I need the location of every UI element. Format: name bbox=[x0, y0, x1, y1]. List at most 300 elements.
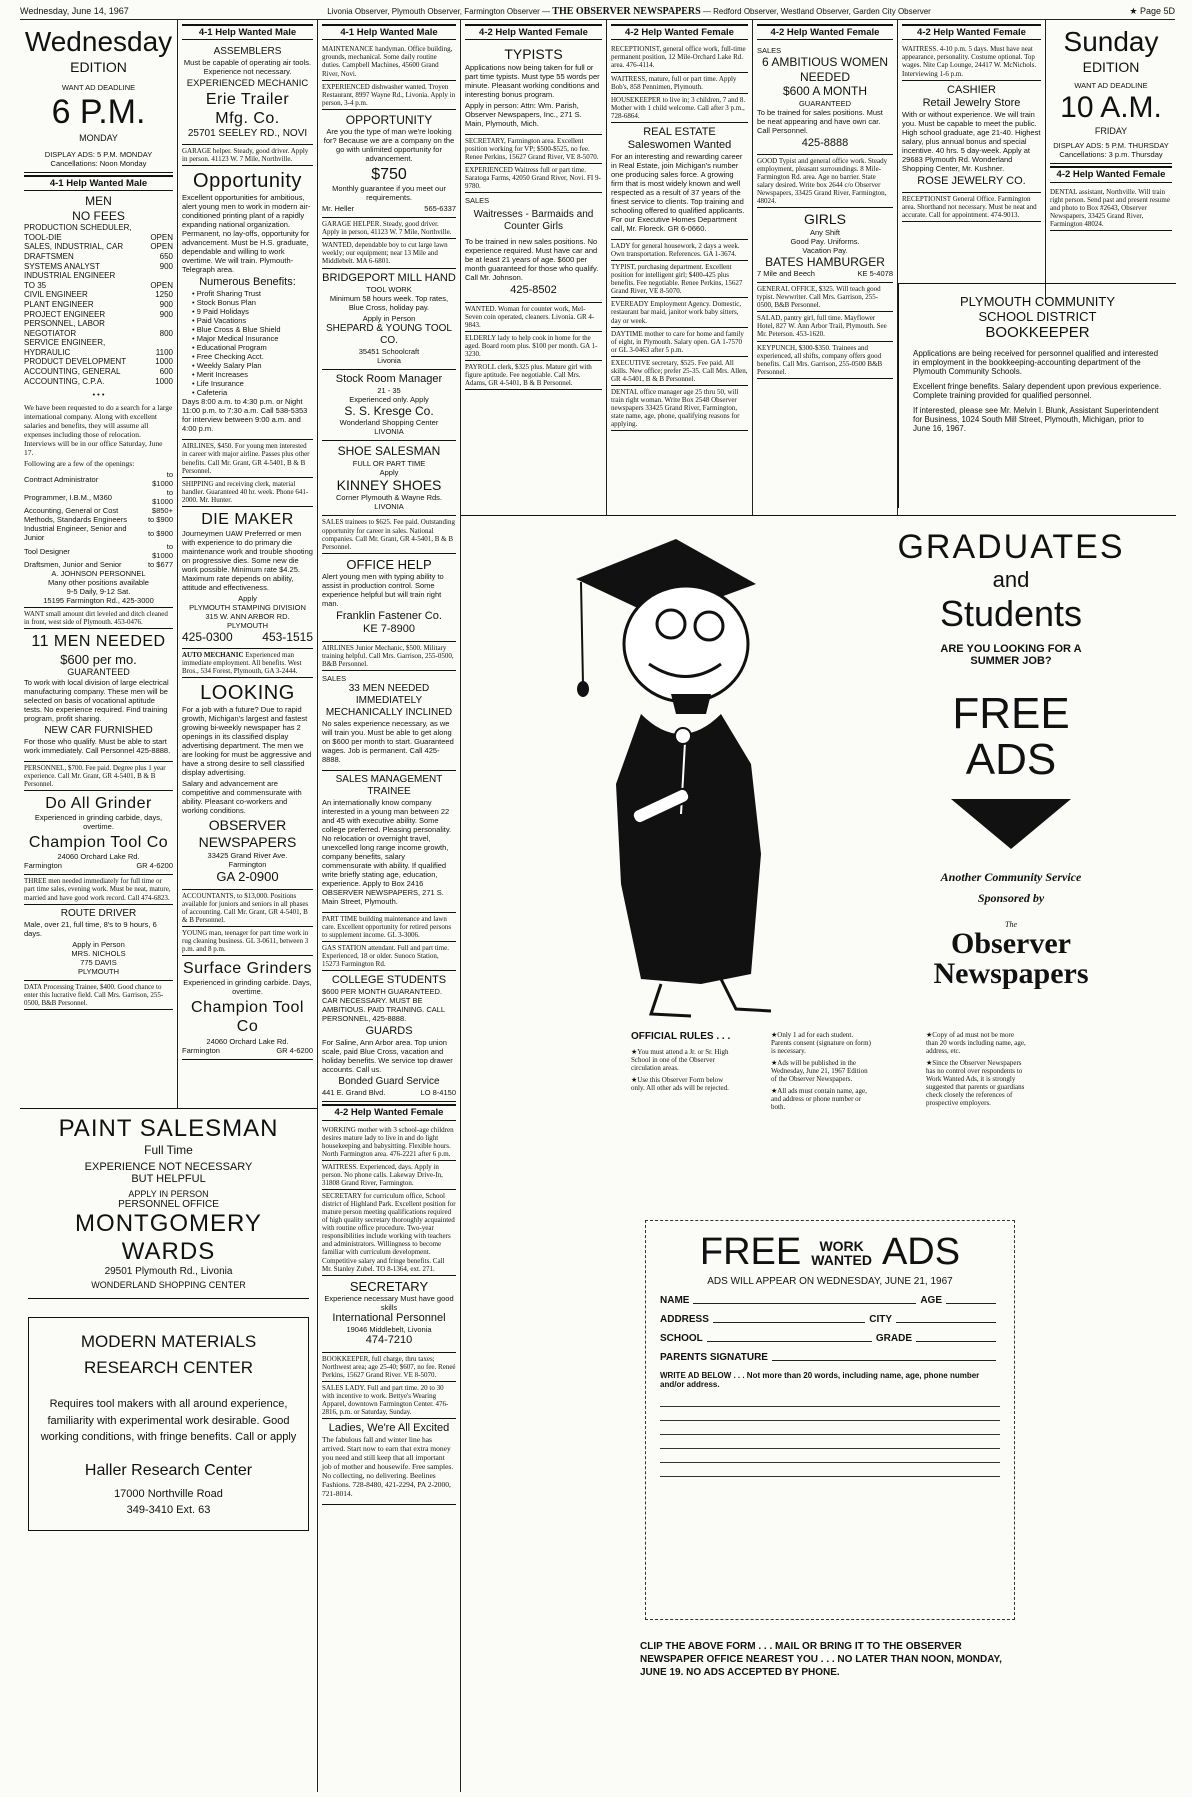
ad-lines[interactable] bbox=[660, 1393, 1000, 1477]
classified-ad: PAYROLL clerk, $325 plus. Mature girl with figure aptitude. Fee negotiable. Call Mrs. Adams, GR 4-5401, B & B Personnel. bbox=[465, 361, 602, 390]
route-address: 775 DAVIS bbox=[80, 957, 117, 967]
guards-title: GUARDS bbox=[365, 1025, 413, 1038]
grade-field[interactable] bbox=[916, 1332, 996, 1342]
classified-ad: RECEPTIONIST General Office. Farmington area. Shorthand not necessary. Must be neat and accurate. Call for appointment. 474-9013. bbox=[902, 193, 1041, 222]
promo-graduates: GRADUATES bbox=[897, 528, 1125, 566]
classified-ad: DENTAL office manager age 25 thru 50, will train right woman. Write Box 2548 Observer newspapers 33425 Grand River, Farmington, state name, age, phone, qualifying reasons for applying. bbox=[611, 386, 748, 431]
masthead bbox=[20, 6, 1175, 20]
job-title: DRAFTSMEN bbox=[24, 251, 74, 261]
job-salary: 600 bbox=[159, 367, 173, 377]
plymouth-title-2: SCHOOL DISTRICT bbox=[978, 309, 1097, 324]
ad-line[interactable] bbox=[660, 1449, 1000, 1463]
bridgeport-body: Minimum 58 hours week. Top rates, Blue Cross, holiday pay. bbox=[329, 293, 449, 312]
list-item: • Merit Increases bbox=[192, 370, 248, 380]
form-free: FREE bbox=[699, 1231, 802, 1273]
ambitious-title: 6 AMBITIOUS WOMEN NEEDED bbox=[761, 55, 888, 84]
opportunity-hours: Days 8:00 a.m. to 4:30 p.m. or Night 11:00 p.m. to 7:30 a.m. Call 538-5353 for interview between 9:00 a.m. and 4:00 p.m. bbox=[182, 397, 308, 434]
shoe-title: SHOE SALESMAN bbox=[337, 444, 441, 459]
cashier-sub: Retail Jewelry Store bbox=[922, 96, 1021, 109]
grinder-ad bbox=[24, 791, 173, 875]
plymouth-p3: If interested, please see Mr. Melvin I. Blunk, Assistant Superintendent for Business, 1024 South Mill Street, Plymouth, Michigan, prior to June 16, 1967. bbox=[913, 406, 1159, 433]
opp-phone: 565-6337 bbox=[424, 204, 456, 214]
bates-title: BATES HAMBURGER bbox=[765, 254, 885, 269]
table-row bbox=[24, 300, 173, 310]
job-title: TO 35 bbox=[24, 280, 47, 290]
opportunity-title: Opportunity bbox=[193, 170, 302, 193]
champion-title: Champion Tool Co bbox=[28, 834, 169, 852]
realestate-body: For an interesting and rewarding career in Real Estate, join Michigan's number one producing sales force. A growing firm that is most widely known and well respected as a result of 37 years of the finest service to clients. Top training and schooling offered to qualified applicants. For our Executive Homes Department call, Mr. Floreck. GR 6-0660. bbox=[611, 152, 745, 234]
column-4 bbox=[461, 20, 607, 520]
classified-ad: WAITRESS. 4-10 p.m. 5 days. Must have neat appearance, personality. Costume optional. Top wages. Nite Cap Lounge, 24417 W. McNichols. Interviewing 1-6 p.m. bbox=[902, 43, 1041, 80]
classified-ad: TYPIST, purchasing department. Excellent position for intelligent girl; $400-425 plus benefits. Fee negotiable. Renee Perkins, 15627 Grand River, VE 8-5070. bbox=[611, 261, 748, 298]
job-salary: to $1000 bbox=[152, 542, 173, 561]
parents-field[interactable] bbox=[772, 1351, 996, 1361]
list-item: • Blue Cross & Blue Shield bbox=[192, 325, 281, 335]
intl-address: 19046 Middlebelt, Livonia bbox=[346, 1325, 432, 1335]
realestate-sub: Saleswomen Wanted bbox=[627, 138, 732, 151]
job-title: Accounting, General or Cost bbox=[24, 506, 119, 516]
grinder-title: Do All Grinder bbox=[45, 795, 152, 813]
erie-sub: Mfg. Co. bbox=[215, 109, 280, 127]
auto-title: AUTO MECHANIC bbox=[182, 651, 244, 660]
classified-ad: LADY for general housework, 2 days a week. Own transportation. References. GA 1-3674. bbox=[611, 240, 748, 261]
masthead-date: Wednesday, June 14, 1967 bbox=[20, 6, 129, 16]
grade-label: GRADE bbox=[875, 1333, 912, 1344]
paint-apply: APPLY IN PERSON bbox=[128, 1189, 209, 1199]
office-body: Alert young men with typing ability to assist in production control. Some experience helpful but will train right man. bbox=[322, 572, 444, 609]
rule-1: ★You must attend a Jr. or Sr. High School in one of the Observer circulation areas. bbox=[631, 1048, 729, 1072]
table-row bbox=[24, 242, 173, 252]
montgomery-wards: MONTGOMERY WARDS bbox=[75, 1210, 262, 1265]
job-title: Draftsmen, Junior and Senior bbox=[24, 560, 122, 570]
wednesday-edition-box bbox=[24, 22, 173, 173]
section-header: 4-1 Help Wanted Male bbox=[322, 24, 456, 40]
graduate-cartoon bbox=[521, 524, 821, 1024]
bridgeport-sub: TOOL WORK bbox=[366, 284, 412, 294]
cashier-body: With or without experience. We will train you. Must be capable to meet the public. High school graduate, age 21-40. Highest salary, plus annual bonus and special incentive. 40 hrs. 5 day-week. Apply at 29683 Plymouth Rd. Wonderland Shopping Center, Mr. Kushner. bbox=[902, 109, 1041, 173]
table-row bbox=[24, 310, 173, 320]
table-row bbox=[24, 262, 173, 272]
list-item: • Stock Bonus Plan bbox=[192, 298, 256, 308]
kresge-exp: Experienced only. Apply bbox=[349, 394, 429, 404]
job-title: SYSTEMS ANALYST bbox=[24, 261, 100, 271]
table-row bbox=[24, 488, 173, 506]
girls-ad bbox=[757, 208, 893, 283]
job-salary: to $900 bbox=[147, 528, 173, 538]
paint-helpful: BUT HELPFUL bbox=[131, 1173, 206, 1185]
classified-ad: YOUNG man, teenager for part time work in rug cleaning business. GL 3-0611, between 3 p.m. and 8 p.m. bbox=[182, 927, 313, 956]
observer-city: Farmington bbox=[228, 860, 267, 870]
sunday-cancel: Cancellations: 3 p.m. Thursday bbox=[1059, 150, 1163, 160]
classified-ad: WORKING mother with 3 school-age children desires mature lady to live in and do light housekeeping and babysitting. Flexible hours. North Farmington area. 476-2221 after 6 p.m. bbox=[322, 1124, 456, 1161]
paint-fulltime: Full Time bbox=[144, 1143, 193, 1157]
champion-address: 24060 Orchard Lake Rd. bbox=[206, 1036, 289, 1046]
promo-headline bbox=[881, 528, 1141, 989]
table-row bbox=[24, 515, 173, 524]
bridgeport-city: Livonia bbox=[377, 355, 401, 365]
kresge-ad bbox=[322, 370, 456, 442]
classified-ad: SECRETARY, Farmington area. Excellent position working for VP; $500-$525, no fee. Renee Perkins, 15627 Grand River, VE 8-5070. bbox=[465, 135, 602, 164]
waitresses-ad bbox=[465, 193, 602, 302]
job-salary bbox=[147, 319, 173, 329]
classified-ad: SALES LADY. Full and part time. 20 to 30 with incentive to work. Bettye's Wearing Apparel, downtown Farmington Center. 476-2816, p.m. or Saturday, Sunday. bbox=[322, 1382, 456, 1419]
list-item: • Profit Sharing Trust bbox=[192, 289, 261, 299]
list-item: • Free Checking Acct. bbox=[192, 352, 264, 362]
benefits-title: Numerous Benefits: bbox=[199, 276, 296, 289]
masthead-title: THE OBSERVER NEWSPAPERS bbox=[552, 6, 701, 17]
bates-phone: KE 5-4078 bbox=[857, 269, 893, 279]
waitress-phone: 425-8502 bbox=[510, 284, 557, 297]
list-item: • Life Insurance bbox=[192, 379, 244, 389]
opportunity-body: Excellent opportunities for ambitious, alert young men to work in modern air-conditioned printing plant of a rapidly expanding national organization. Permanent, no lay-offs, opportunity for advancement. Must be H.S. graduate, dependable and willing to work overtime. We will train. Plymouth-Telegraph area. bbox=[182, 193, 311, 275]
job-salary: 900 bbox=[159, 299, 173, 309]
job-title: TOOL-DIE bbox=[24, 232, 62, 242]
assemblers-body: Must be capable of operating air tools. Experience not necessary. bbox=[183, 58, 312, 77]
rules-col-2 bbox=[771, 1031, 871, 1111]
age-label: AGE bbox=[920, 1295, 942, 1306]
mm-title-2: RESEARCH CENTER bbox=[83, 1358, 254, 1377]
paint-salesman-ad bbox=[28, 1115, 309, 1299]
shoe-sub: FULL OR PART TIME bbox=[352, 458, 426, 468]
job-salary: 650 bbox=[159, 251, 173, 261]
classified-ad: WANTED. Woman for counter work, Mel-Seven coin operated, cleaners. Livonia. GR 4-9843. bbox=[465, 303, 602, 332]
classified-ad: KEYPUNCH, $300-$350. Trainees and experienced, all shifts, company offers good benefits. Call Mrs. Garrison, 255-0500 B&B Personnel. bbox=[757, 342, 893, 379]
classified-ad: ACCOUNTANTS, to $13,000. Positions available for juniors and seniors in all phases of accounting. Call Mr. Grant, GR 4-5401, B & B Personnel. bbox=[182, 890, 313, 927]
benefits-list bbox=[182, 289, 313, 397]
champion-phone: GR 4-6200 bbox=[276, 1045, 313, 1055]
looking-body: For a job with a future? Due to rapid growth, Michigan's largest and fastest growing bi-weekly newspaper has 2 openings in its classified display advertising department. The men we are looking for must be aggressive and have a strong desire to sell classified display advertising. bbox=[182, 705, 312, 778]
classified-ad: GAS STATION attendant. Full and part time. Experienced, 18 or older. Sunoco Station, 15273 Farmington Rd. bbox=[322, 942, 456, 971]
ambitious-pay: $600 A MONTH bbox=[782, 84, 868, 99]
classified-ad: GOOD Typist and general office work. Steady employment, pleasant surroundings. 8 Mile-Farmington Rd. area. Age no barrier. State salary desired. Write box 2644 c/o Observer Newspapers, 33425 Grand River, Farmington, 48024. bbox=[757, 155, 893, 208]
list-item: • Paid Vacations bbox=[192, 316, 247, 326]
eleven-men-ad bbox=[24, 629, 173, 762]
kresge-title: Stock Room Manager bbox=[335, 372, 443, 385]
classified-ad: GARAGE helper. Steady, good driver. Apply in person. 41123 W. 7 Mile, Northville. bbox=[182, 145, 313, 166]
plymouth-p2: Excellent fringe benefits. Salary dependent upon previous experience. Complete training provided for qualified personnel. bbox=[913, 382, 1162, 400]
ambitious-phone: 425-8888 bbox=[801, 136, 849, 149]
classified-ad: RECEPTIONIST, general office work, full-time permanent position, 12 Mile-Orchard Lake Rd. area. 476-4114. bbox=[611, 43, 748, 72]
route-city: PLYMOUTH bbox=[77, 966, 120, 976]
job-title: CIVIL ENGINEER bbox=[24, 290, 88, 300]
sales33-title: 33 MEN NEEDED IMMEDIATELY MECHANICALLY INCLINED bbox=[325, 682, 453, 718]
promo-sponsored: Sponsored by bbox=[977, 891, 1045, 906]
johnson-following: Following are a few of the openings: bbox=[24, 459, 135, 469]
table-row bbox=[24, 367, 173, 377]
mm-body: Requires tool makers with all around experience, familiarity with experimental work desirable. Good working conditions, with fringe benefits. Call or apply bbox=[40, 1398, 297, 1443]
job-salary: to $677 bbox=[147, 560, 173, 570]
rule-4: ★Ads will be published in the Wednesday, June 21, 1967 Edition of the Observer Newspapers. bbox=[771, 1059, 868, 1083]
job-salary: OPEN bbox=[150, 242, 173, 252]
rule-7: ★Since the Observer Newspapers has no control over respondents to Work Wanted Ads, it is strongly suggested that parents or guardians check closely the references of prospective employers. bbox=[926, 1059, 1025, 1107]
johnson-jobs-table bbox=[24, 470, 173, 569]
classified-ad: WAITRESS, mature, full or part time. Apply Bob's, 858 Pennimen, Plymouth. bbox=[611, 73, 748, 94]
paint-office: PERSONNEL OFFICE bbox=[118, 1199, 219, 1210]
men-title: MEN bbox=[85, 194, 112, 209]
name-label: NAME bbox=[660, 1295, 690, 1306]
opp-pay-sub: Monthly guarantee if you meet our requirements. bbox=[332, 184, 446, 203]
shoe-company: KINNEY SHOES bbox=[336, 476, 442, 493]
column-8 bbox=[1046, 20, 1176, 300]
cashier-title: CASHIER bbox=[947, 83, 996, 96]
erie-title: Erie Trailer bbox=[205, 90, 290, 108]
ad-line[interactable] bbox=[660, 1463, 1000, 1477]
section-header: 4-2 Help Wanted Female bbox=[611, 24, 748, 40]
girls-body-3: Vacation Pay. bbox=[802, 245, 848, 255]
list-item: • 9 Paid Holidays bbox=[192, 307, 249, 317]
girls-body-1: Any Shift bbox=[809, 227, 840, 237]
name-field[interactable] bbox=[693, 1294, 916, 1304]
classified-ad: PERSONNEL, $700. Fee paid. Degree plus 1 year experience. Call Mr. Grant, GR 4-5401, B & B Personnel. bbox=[24, 762, 173, 791]
grinder-body: Experienced in grinding carbide, days, overtime. bbox=[34, 813, 163, 832]
job-salary: to $1000 bbox=[152, 488, 173, 507]
paint-title: PAINT SALESMAN bbox=[58, 1115, 279, 1142]
observer-address: 33425 Grand River Ave. bbox=[207, 851, 288, 861]
looking-body-2: Salary and advancement are competitive and commensurate with ability. Pleasant co-workers and working conditions. bbox=[182, 779, 302, 816]
realestate-title: REAL ESTATE bbox=[643, 125, 716, 138]
down-arrow-icon bbox=[951, 799, 1071, 849]
montgomery-address: 29501 Plymouth Rd., Livonia bbox=[104, 1266, 233, 1277]
column-5 bbox=[607, 20, 753, 520]
table-row bbox=[24, 560, 173, 569]
johnson-name: A. JOHNSON PERSONNEL bbox=[51, 569, 146, 579]
bridgeport-ad bbox=[322, 269, 456, 370]
real-estate-ad bbox=[611, 123, 748, 240]
eleven-men-body: To work with local division of large electrical manufacturing company. These men will be selected on basis of vocational aptitude tests. No experience required. Find training program, profit sharing. bbox=[24, 677, 169, 723]
list-item: • Weekly Salary Plan bbox=[192, 361, 262, 371]
office-company: Franklin Fastener Co. bbox=[336, 610, 442, 623]
kresge-age: 21 - 35 bbox=[377, 385, 401, 395]
shoe-apply: Apply bbox=[379, 467, 399, 477]
assemblers-title: ASSEMBLERS bbox=[213, 46, 282, 58]
rule-5: ★All ads must contain name, age, and address or phone number or both. bbox=[771, 1087, 867, 1111]
college-title: COLLEGE STUDENTS bbox=[331, 974, 447, 987]
ambitious-body: To be trained for sales positions. Must be neat appearing and have own car. Call Personnel. bbox=[757, 107, 883, 135]
sales33-body: No sales experience necessary, as we will train you. Must be able to get along on $600 per month to start. Guaranteed wages. Job is permanent. Call 425-8888. bbox=[322, 718, 454, 764]
guards-body: For Saline, Ann Arbor area. Top union scale, paid Blue Cross, vacation and holiday benefits. We service top drawer accounts. Call us. bbox=[322, 1038, 453, 1075]
classified-ad: GARAGE HELPER. Steady, good driver. Apply in person, 41123 W. 7 Mile, Northville. bbox=[322, 218, 456, 239]
deadline-label: WANT AD DEADLINE bbox=[61, 83, 136, 93]
age-field[interactable] bbox=[946, 1294, 996, 1304]
address-field-row bbox=[660, 1313, 1000, 1325]
ladies-body: The fabulous fall and winter line has arrived. Start now to earn that extra money you need and still keep that all important job of mother and housewife. Free samples. No collecting, no delivering. Beelines Fashions. 728-8480, 421-2294, PA 2-2000, 721-8014. bbox=[322, 1435, 454, 1499]
section-header: 4-2 Help Wanted Female bbox=[1050, 166, 1172, 182]
erie-address: 25701 SEELEY RD., NOVI bbox=[187, 128, 308, 140]
city-field[interactable] bbox=[896, 1313, 996, 1323]
table-row bbox=[24, 281, 173, 291]
die-city: PLYMOUTH bbox=[226, 620, 269, 630]
column-6 bbox=[753, 20, 898, 520]
job-title: SERVICE ENGINEER, bbox=[24, 338, 106, 348]
wednesday-title: Wednesday bbox=[24, 26, 173, 57]
typists-apply: Apply in person: Attn: Wm. Parish, Observer Newspapers, Inc., 271 S. Main, Plymouth, Mich. bbox=[465, 101, 582, 129]
mm-address: 17000 Northville Road bbox=[114, 1487, 223, 1500]
mm-company: Haller Research Center bbox=[84, 1461, 253, 1479]
classified-ad: THREE men needed immediately for full time or part time sales, evening work. Must be neat, mature, married and have good work record. Call 474-6823. bbox=[24, 875, 173, 904]
table-row bbox=[24, 506, 173, 515]
school-field[interactable] bbox=[707, 1332, 872, 1342]
secretary-body: Experience necessary Must have good skills bbox=[324, 1294, 454, 1313]
promo-free: FREE bbox=[952, 689, 1070, 738]
parents-label: PARENTS SIGNATURE bbox=[660, 1352, 768, 1363]
cashier-ad bbox=[902, 81, 1041, 194]
secretary-ad bbox=[322, 1276, 456, 1353]
sales-label: SALES bbox=[322, 673, 347, 683]
sales-label: SALES bbox=[757, 46, 782, 56]
bridgeport-company: SHEPARD & YOUNG TOOL CO. bbox=[326, 322, 452, 346]
kresge-address: Wonderland Shopping Center bbox=[339, 418, 439, 428]
work-wanted-form bbox=[645, 1220, 1015, 1620]
sunday-edition: EDITION bbox=[1082, 58, 1140, 75]
route-apply: Apply in Person bbox=[72, 939, 125, 949]
ad-line[interactable] bbox=[660, 1407, 1000, 1421]
job-salary: to $1000 bbox=[152, 470, 173, 489]
job-salary: 900 bbox=[159, 309, 173, 319]
table-row bbox=[24, 470, 173, 488]
college-students-ad bbox=[322, 971, 456, 1102]
johnson-address: 15195 Farmington Rd., 425-3000 bbox=[24, 596, 173, 608]
job-title: PLANT ENGINEER bbox=[24, 299, 94, 309]
job-title: ACCOUNTING, C.P.A. bbox=[24, 376, 105, 386]
classified-ad: SHIPPING and receiving clerk, material handler. Guaranteed 40 hr. week. Phone 641-2000. Mr. Hunter. bbox=[182, 478, 313, 507]
die-maker-body: Journeymen UAW Preferred or men with experience to do primary die maintenance work and trouble shooting on progressive dies. Some new die work possible. Minimum rate $4.25. Maximum rate depends on ability, attitude and effectiveness. bbox=[182, 528, 313, 592]
auto-mechanic-ad bbox=[182, 649, 313, 678]
column-7 bbox=[898, 20, 1046, 300]
list-item: • Cafeteria bbox=[192, 388, 228, 398]
promo-service: Another Community Service bbox=[940, 870, 1082, 885]
eleven-men-title: 11 MEN NEEDED bbox=[31, 633, 166, 651]
job-salary: 900 bbox=[159, 261, 173, 271]
eleven-men-pay: $600 per mo. bbox=[60, 651, 137, 667]
auto-body: Experienced man immediate employment. All benefits. West Bros., 534 Forest, Plymouth, GA 3-2444. bbox=[182, 651, 302, 676]
surface-title: Surface Grinders bbox=[183, 960, 312, 977]
bottom-left-display-ads bbox=[20, 1108, 318, 1792]
die-phone-2: 453-1515 bbox=[262, 629, 313, 644]
table-row bbox=[24, 524, 173, 542]
name-field-row bbox=[660, 1294, 1000, 1306]
city-label: CITY bbox=[869, 1314, 892, 1325]
job-salary: OPEN bbox=[150, 232, 173, 242]
job-title: PRODUCT DEVELOPMENT bbox=[24, 357, 127, 367]
edition-label: EDITION bbox=[70, 58, 127, 75]
waitress-title: Waitresses - Barmaids and Counter Girls bbox=[473, 209, 594, 233]
table-row bbox=[24, 252, 173, 262]
parents-field-row bbox=[660, 1351, 1000, 1363]
table-row bbox=[24, 348, 173, 358]
sunday-day: FRIDAY bbox=[1094, 126, 1128, 137]
classified-ad: GENERAL OFFICE, $325. Will teach good typist. Newwriter. Call Mrs. Garrison, 255-0500, B&B Personnel. bbox=[757, 283, 893, 312]
ad-line[interactable] bbox=[660, 1421, 1000, 1435]
logo-newspapers: Newspapers bbox=[933, 957, 1089, 990]
champion-title: Champion Tool Co bbox=[191, 999, 304, 1036]
job-title: PROJECT ENGINEER bbox=[24, 309, 106, 319]
table-row bbox=[24, 377, 173, 387]
section-header: 4-1 Help Wanted Male bbox=[182, 24, 313, 40]
address-field[interactable] bbox=[713, 1313, 865, 1323]
column-1: Wednesday EDITION WANT AD DEADLINE 6 P.M. MONDAY DISPLAY ADS: 5 P.M. MONDAY Cancellations: Noon Monday 4-1 Help Wanted Male MEN NO FEES PRODUCTION SCHEDULER, TOOL-DIE OPEN SALES, INDUSTRIAL, CAR OPEN DRAFTSMEN 650 SYSTEMS ANALYST 900 INDUSTRIAL ENGINEER TO 35 OPEN CIVIL ENGINEER 1250 PLANT ENGINEER 900 PROJECT ENGINEER 900 PERSONNEL, LABOR NEGOTIATOR 800 SERVICE ENGINEER, HYDRAULIC 1100 PRODUCT DEVELOPMENT 1000 ACCOUNTING, GENERAL 600 ACCOUNTING, C.P.A. 1000 • • • We have been requested to do a search for a large international company. Along with excellent salaries and benefits, they will assume all expenses including those of relocation. Interviews will be in our office Saturday, June 17. Following are a few of the openings: Contract Administrator to $1000 Programmer, I.B.M., M360 to $1000 Accounting, General or Cost $850+ Methods, Standards Engineers to $900 Industrial Engineer, Senior and Junior to $900 Tool Designer to $1000 Draftsmen, Junior and Senior to $677 A. JOHNSON PERSONNEL Many other positions available 9-5 Daily, 9-12 Sat. 15195 Farmington Rd., 425-3000 WANT small amount dirt leveled and ditch cleaned in front, west side of Plymouth. 453-0476. 11 MEN NEEDED $600 per mo. GUARANTEED To work with local division of large electrical manufacturing company. These men will be selected on basis of vocational aptitude tests. No experience required. Find training program, profit sharing. NEW CAR FURNISHED For those who qualify. Must be able to start work immediately. Call Personnel 425-8888. PERSONNEL, $700. Fee paid. Degree plus 1 year experience. Call Mr. Grant, GR 4-5401, B & B Personnel. Do All Grinder Experienced in grinding carbide, days, overtime. Champion Tool Co 24060 Orchard Lake Rd. Farmington GR 4-6200 THREE men needed immediately for full time or part time sales, evening work. Must be neat, mature, married and have good work record. Call 474-6823. ROUTE DRIVER Male, over 21, full time, 8's to 9 hours, 6 days. Apply in Person MRS. NICHOLS 775 DAVIS PLYMOUTH DATA Processing Trainee, $400. Good chance to enter this lucrative field. Call Mrs. Garrison, 255-0500, B&B Personnel. bbox=[20, 20, 178, 1792]
die-maker-title: DIE MAKER bbox=[201, 510, 294, 528]
kresge-city: LIVONIA bbox=[374, 427, 404, 437]
sunday-edition-box bbox=[1050, 22, 1172, 164]
promo-and: and bbox=[992, 567, 1030, 592]
ad-line[interactable] bbox=[660, 1393, 1000, 1407]
girls-title: GIRLS bbox=[803, 211, 846, 228]
plymouth-title-1: PLYMOUTH COMMUNITY bbox=[959, 294, 1116, 309]
classified-ad: EXPERIENCED Waitress full or part time. Saratoga Farms, 42050 Grand River, Novi. FI 9-9780. bbox=[465, 164, 602, 193]
rule-6: ★Copy of ad must not be more than 20 words including name, age, address, etc. bbox=[926, 1031, 1026, 1055]
shoe-salesman-ad bbox=[322, 441, 456, 516]
masthead-center: Livonia Observer, Plymouth Observer, Farmington Observer — THE OBSERVER NEWSPAPERS — Redford Observer, Westland Observer, Garden City Observer bbox=[327, 6, 931, 17]
job-title: Tool Designer bbox=[24, 546, 70, 556]
bridgeport-apply: Apply in Person bbox=[362, 313, 416, 323]
form-work: WORK bbox=[819, 1237, 864, 1254]
modern-materials-ad bbox=[28, 1317, 309, 1531]
classified-ad: EVEREADY Employment Agency. Domestic, restaurant bar maid, janitor work baby sitters, day or week. bbox=[611, 298, 748, 327]
classified-ad: BOOKKEEPER, full charge, thru taxes; Northwest area; age 25-40; $607, no fee. Reneé Perkins, 15627 Grand River. VE 8-5070. bbox=[322, 1353, 456, 1382]
eleven-men-car-body: For those who qualify. Must be able to start work immediately. Call Personnel 425-8888. bbox=[24, 736, 171, 755]
classified-ad: HOUSEKEEPER to live in; 3 children, 7 and 8. Mother with 1 child welcome. Call after 3 p.m., 728-6864. bbox=[611, 94, 748, 123]
shoe-city: LIVONIA bbox=[374, 502, 404, 512]
observer-phone: GA 2-0900 bbox=[216, 869, 279, 885]
ad-line[interactable] bbox=[660, 1435, 1000, 1449]
sales-management-ad bbox=[322, 771, 456, 913]
mgmt-title: SALES MANAGEMENT TRAINEE bbox=[335, 773, 443, 797]
school-label: SCHOOL bbox=[660, 1333, 703, 1344]
classified-ad: DAYTIME mother to care for home and family of eight, in Plymouth. Salary open. GA 1-7570 or GL 3-0463 after 5 p.m. bbox=[611, 328, 748, 357]
eleven-men-guaranteed: GUARANTEED bbox=[67, 667, 130, 678]
champion-address: 24060 Orchard Lake Rd. bbox=[57, 852, 140, 862]
shoe-address: Corner Plymouth & Wayne Rds. bbox=[335, 493, 442, 503]
die-phone-1: 425-0300 bbox=[182, 629, 233, 644]
observer-title: OBSERVER NEWSPAPERS bbox=[198, 817, 297, 851]
display-ads-deadline: DISPLAY ADS: 5 P.M. MONDAY bbox=[44, 149, 153, 159]
rose-title: ROSE JEWELRY CO. bbox=[917, 174, 1026, 187]
section-header: 4-2 Help Wanted Female bbox=[322, 1104, 456, 1120]
section-header: 4-1 Help Wanted Male bbox=[24, 175, 173, 191]
form-title bbox=[660, 1231, 1000, 1274]
typists-body: Applications now being taken for full or part time typists. Must type 55 words per minute. Pleasant working conditions and interesting bonus program. bbox=[465, 63, 600, 100]
list-item: • Educational Program bbox=[192, 343, 267, 353]
bridgeport-address: 35451 Schoolcraft bbox=[358, 346, 420, 356]
ambitious-guaranteed: GUARANTEED bbox=[798, 98, 852, 108]
johnson-hours: 9-5 Daily, 9-12 Sat. bbox=[66, 587, 131, 597]
waitress-body: To be trained in new sales positions. No experience required. Must have car and be at least 21 years of age. $600 per month guaranteed for those who qualify. Call Mr. Johnson. bbox=[465, 237, 599, 283]
job-title: INDUSTRIAL ENGINEER bbox=[24, 271, 116, 281]
classified-ad: PART TIME building maintenance and lawn care. Excellent opportunity for retired persons to supplement income. GL 3-3006. bbox=[322, 913, 456, 942]
die-apply: Apply bbox=[238, 593, 257, 603]
die-address: 315 W. ANN ARBOR RD. bbox=[205, 611, 290, 621]
classified-ad: WAITRESS. Experienced, days. Apply in person. No phone calls. Lakeway Drive-In, 31808 Grand River, Farmington. bbox=[322, 1161, 456, 1190]
table-row bbox=[24, 290, 173, 300]
classified-ad: AIRLINES Junior Mechanic, $500. Military training helpful. Call Mrs. Garrison, 255-0500, B&B Personnel. bbox=[322, 642, 456, 671]
plymouth-title-3: BOOKKEEPER bbox=[985, 324, 1090, 341]
champion-city: Farmington bbox=[182, 1045, 220, 1055]
ladies-title: Ladies, We're All Excited bbox=[328, 1421, 450, 1434]
intl-company: International Personnel bbox=[332, 1312, 446, 1325]
deadline-time: 6 P.M. bbox=[51, 93, 146, 132]
logo-the: The bbox=[1005, 920, 1017, 930]
job-title: ACCOUNTING, GENERAL bbox=[24, 367, 121, 377]
bridgeport-title: BRIDGEPORT MILL HAND bbox=[322, 271, 456, 284]
form-appear: ADS WILL APPEAR ON WEDNESDAY, JUNE 21, 1967 bbox=[707, 1276, 953, 1287]
sunday-display: DISPLAY ADS: 5 P.M. THURSDAY bbox=[1053, 141, 1169, 151]
eleven-men-car: NEW CAR FURNISHED bbox=[44, 724, 153, 736]
typists-ad bbox=[465, 43, 602, 135]
job-title: Programmer, I.B.M., M360 bbox=[24, 492, 112, 502]
graduates-promo bbox=[461, 515, 1176, 1180]
job-salary bbox=[147, 338, 173, 348]
job-title: PERSONNEL, LABOR bbox=[24, 319, 105, 329]
